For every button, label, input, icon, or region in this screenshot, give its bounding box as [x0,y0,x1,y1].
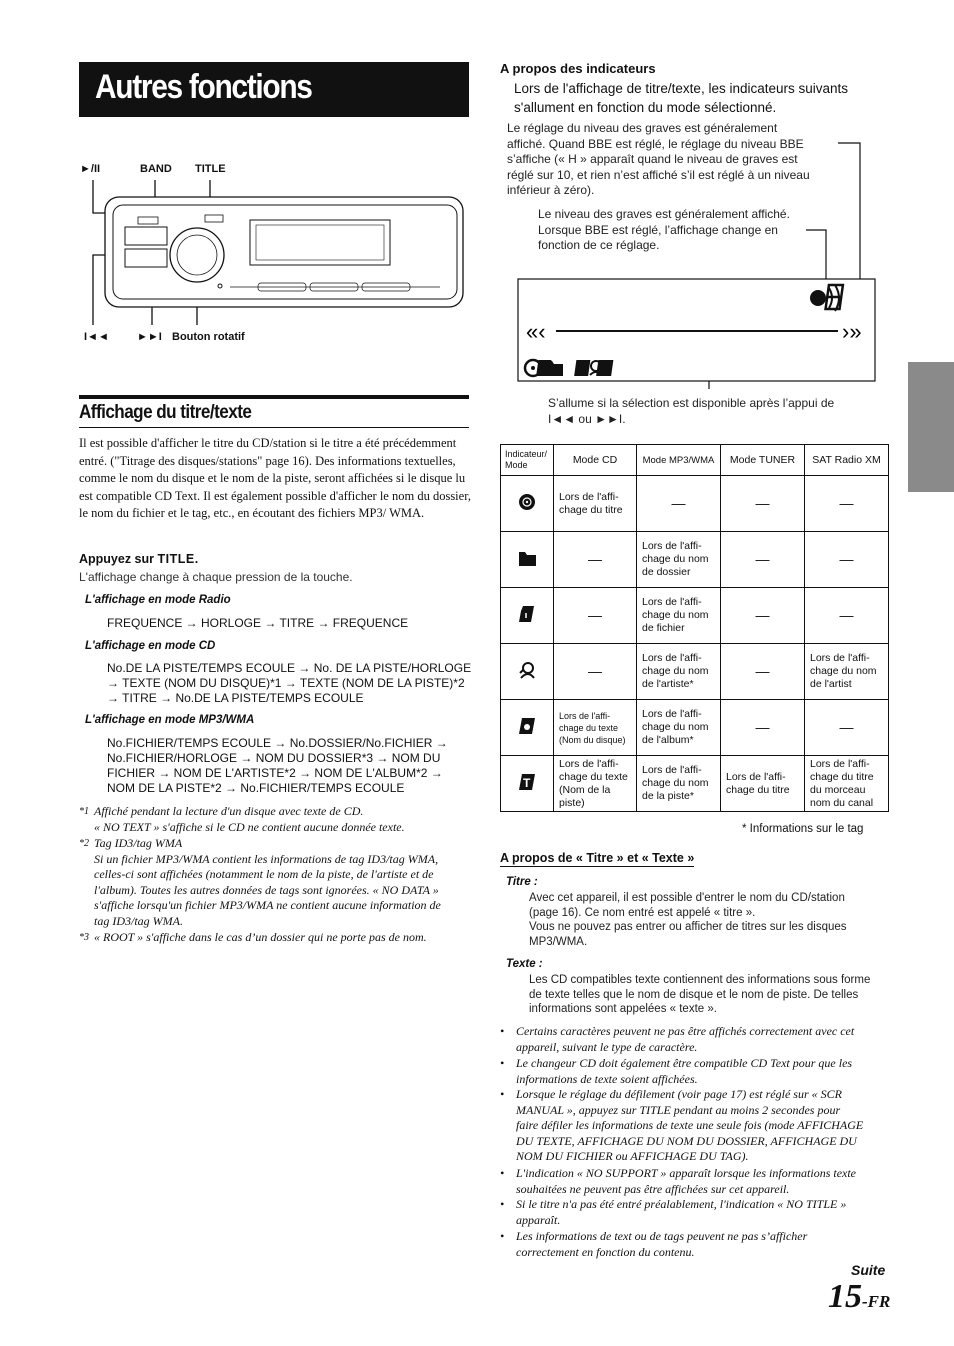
track-icon [501,756,554,812]
footnote-line: s'affiche lorsqu'un fichier MP3/WMA ne contient aucune information de [94,898,441,912]
page-number-value: 15 [828,1278,862,1315]
texte-line: informations sont appelées « texte ». [529,1003,717,1016]
intro-paragraph: Il est possible d'afficher le titre du CD/station si le titre a été précédemment entré. ("Titrage des disques/stations" page 16). Des informations textuelles, comme le nom du disque et le nom de la piste, seront affichées si le disque lu est compatible CD Text. Il est également possible d'afficher le nom du dossier, le nom du fichier et le tag, etc., en écoutant des fichiers MP3/ WMA. [79,436,471,520]
page-number [828,1278,890,1316]
footnote-line: celles-ci sont affichées (notamment le nom de la piste, de l'artiste et de [94,867,434,881]
footnote-1 [79,804,471,835]
album-icon [501,700,554,756]
indicators-intro [514,79,848,117]
band-label: BAND [140,163,172,175]
bullet-line: Lorsque le réglage du défilement (voir page 17) est réglé sur « SCR [516,1087,842,1101]
table-cell: Lors de l'affi- chage du nom de l'artiste* [637,644,721,700]
svg-text:T: T [523,775,531,790]
disc-icon [501,476,554,532]
table-header-row [501,445,889,476]
mode-mp3-label: L'affichage en mode MP3/WMA [85,714,255,726]
footnote-line: Affiché pendant la lecture d'un disque avec texte de CD. [94,804,364,818]
indicators-intro-line: s'allument en fonction du mode sélectionné. [514,100,777,115]
table-cell: — [554,588,637,644]
table-cell: — [721,700,805,756]
table-header: Mode CD [554,445,637,476]
texte-label: Texte : [506,958,543,970]
folder-icon [501,532,554,588]
bullet-line: apparaît. [516,1212,561,1227]
section-rule-top [79,395,469,399]
mode-cd-seq-line: → TITRE → No.DE LA PISTE/TEMPS ECOULE [107,691,364,705]
press-instruction: Appuyez sur TITLE. [79,552,199,566]
titre-label: Titre : [506,876,538,888]
mode-mp3-seq-line: No.FICHIER/HORLOGE → NOM DU DOSSIER*3 → NOM DU [107,751,441,765]
bullet-line: informations de texte soient affichées. [516,1071,698,1086]
skip-note [548,396,834,427]
footnote-line: Tag ID3/tag WMA [94,836,183,850]
press-key: TITLE [157,552,195,566]
bullet-line: Le changeur CD doit également être compatible CD Text pour que les [516,1056,853,1070]
footnote-line: « ROOT » s'affiche dans le cas d’un dossier qui ne porte pas de nom. [94,930,427,944]
bass-note-line: inférieur à zéro). [507,183,595,198]
footnote-line: Si un fichier MP3/WMA contient les informations de tag ID3/tag WMA, [94,851,439,866]
display-diagram [500,135,880,395]
footnote-line: tag ID3/tag WMA. [94,913,183,928]
side-tab [908,362,954,492]
titre-line: MP3/WMA. [529,935,588,948]
mode-mp3-seq-line: NOM DE LA PISTE*2 → No.FICHIER/TEMPS ECOULE [107,781,405,795]
skip-note-line: S’allume si la sélection est disponible après l’appui de [548,396,835,410]
tag-note: * Informations sur le tag [742,823,864,835]
table-row [501,588,889,644]
indicator-table [500,444,889,812]
prev-label: I◄◄ [84,331,109,343]
titre-text [529,891,847,949]
mode-mp3-seq-line: FICHIER → NOM DE L'ARTISTE*2 → NOM DE L'ALBUM*2 → [107,766,443,780]
page-suffix: -FR [862,1292,891,1311]
table-header: Indicateur/ Mode [501,445,554,476]
bullet-line: MANUAL », appuyez sur TITLE pendant au moins 2 secondes pour [516,1102,841,1117]
table-row [501,700,889,756]
table-header: SAT Radio XM [805,445,889,476]
bullet-line: NOM DU FICHIER ou AFFICHAGE DU TAG). [516,1149,749,1163]
left-arrows-icon: «‹ [526,319,546,344]
artist-icon [501,644,554,700]
play-pause-label: ►/II [80,163,101,175]
bass-level-note-line: Le niveau des graves est généralement affiché. [538,207,790,221]
bass-note-line: affiché. Quand BBE est réglé, le réglage du niveau BBE [507,136,804,151]
footnote-mark: *2 [79,838,89,849]
bass-note-line: s’affiche (« H » apparaît quand le niveau de graves est [507,152,798,167]
indicators-heading: A propos des indicateurs [500,61,656,76]
table-cell: — [805,476,889,532]
bullet-item: • L'indication « NO SUPPORT » apparaît lorsque les informations texte souhaitées ne peuvent pas être affichées sur cet appareil. [500,1166,892,1197]
press-description: L'affichage change à chaque pression de la touche. [79,570,353,584]
mode-radio-sequence: FREQUENCE → HORLOGE → TITRE → FREQUENCE [107,616,409,630]
table-cell: — [554,532,637,588]
mode-radio-label: L'affichage en mode Radio [85,594,231,606]
footnote-mark: *3 [79,932,89,943]
footnote-2 [79,836,471,929]
footnote-line: « NO TEXT » s'affiche si le CD ne contient aucune donnée texte. [94,819,405,834]
section-title: Affichage du titre/texte [79,402,252,423]
table-cell: — [554,644,637,700]
table-cell: Lors de l'affi- chage du titre du morceau nom du canal [805,756,889,812]
table-header: Mode MP3/WMA [637,445,721,476]
bullet-line: L'indication « NO SUPPORT » apparaît lorsque les informations texte [516,1166,857,1180]
bass-note-line: Le réglage du niveau des graves est généralement [507,121,778,135]
page-title-bar [79,62,469,117]
right-arrows-icon: ›» [842,319,862,344]
bullet-item: • Les informations de text ou de tags peuvent ne pas s’afficher correctement en fonction du contenu. [500,1229,892,1260]
table-cell: Lors de l'affi- chage du nom de l'album* [637,700,721,756]
table-cell: Lors de l'affi- chage du nom de la piste* [637,756,721,812]
titre-line: Avec cet appareil, il est possible d'entrer le nom du CD/station [529,892,845,904]
titre-line: (page 16). Ce nom entré est appelé « titre ». [529,906,756,919]
texte-line: Les CD compatibles texte contiennent des informations sous forme [529,974,871,986]
car-stereo-illustration [80,175,470,330]
bass-level-note-line: fonction de ce réglage. [538,238,660,253]
svg-text:T: T [634,362,642,377]
table-cell: — [805,700,889,756]
page-title: Autres fonctions [95,68,312,106]
bullet-item: • Le changeur CD doit également être compatible CD Text pour que les informations de texte soient affichées. [500,1056,892,1087]
bass-note-line: réglé sur 10, et rien n’est affiché s’il est réglé à un niveau [507,167,810,182]
table-cell: Lors de l'affi- chage du texte (Nom de la piste) [554,756,637,812]
about-heading: A propos de « Titre » et « Texte » [500,851,695,865]
table-cell: — [721,476,805,532]
bullet-line: DU TEXTE, AFFICHAGE DU NOM DU DOSSIER, AFFICHAGE DU [516,1133,857,1148]
table-cell: — [721,588,805,644]
table-cell: Lors de l'affi- chage du nom de l'artist [805,644,889,700]
table-row [501,476,889,532]
bullet-item: • Si le titre n'a pas été entré préalablement, l'indication « NO TITLE » apparaît. [500,1197,892,1228]
texte-text [529,973,870,1017]
bullet-line: Certains caractères peuvent ne pas être affichés correctement avec cet [516,1024,855,1038]
titre-line: Vous ne pouvez pas entrer ou afficher de titres sur les disques [529,921,847,934]
table-cell: Lors de l'affi- chage du nom de dossier [637,532,721,588]
table-cell: Lors de l'affi- chage du titre [554,476,637,532]
mode-mp3-seq-line: No.FICHIER/TEMPS ECOULE → No.DOSSIER/No.FICHIER → [107,736,448,750]
table-header: Mode TUNER [721,445,805,476]
skip-note-line: I◄◄ ou ►►I. [548,411,626,426]
bullet-line: faire défiler les informations de texte une seule fois (mode AFFICHAGE [516,1118,864,1132]
table-cell: — [721,644,805,700]
footnote-3 [79,930,471,946]
table-cell: Lors de l'affi- chage du texte (Nom du disque) [554,700,637,756]
table-row [501,644,889,700]
indicators-intro-line: Lors de l'affichage de titre/texte, les indicateurs suivants [514,81,849,96]
table-cell: Lors de l'affi- chage du nom de fichier [637,588,721,644]
bullet-line: Les informations de text ou de tags peuvent ne pas s’afficher [516,1229,808,1243]
bullet-line: appareil, suivant le type de caractère. [516,1039,698,1054]
table-row [501,756,889,812]
table-cell: — [721,532,805,588]
table-row [501,532,889,588]
next-label: ►►I [137,331,162,343]
table-cell: Lors de l'affi- chage du titre [721,756,805,812]
footnote-line: l'album). Toutes les autres données de tags sont ignorées. « NO DATA » [94,882,439,897]
table-cell: — [637,476,721,532]
rotary-label: Bouton rotatif [172,331,245,343]
bullet-line: Si le titre n'a pas été entré préalablement, l'indication « NO TITLE » [516,1197,847,1211]
bullet-line: correctement en fonction du contenu. [516,1244,695,1259]
texte-line: de texte telles que le nom de disque et le nom de piste. De telles [529,988,859,1001]
mode-cd-seq-line: No.DE LA PISTE/TEMPS ECOULE → No. DE LA PISTE/HORLOGE [107,661,472,675]
bullet-item: • Lorsque le réglage du défilement (voir page 17) est réglé sur « SCR MANUAL », appuyez sur TITLE pendant au moins 2 secondes pour faire défiler les informations de texte une seule fois (mode AFFICHAGE DU TEXTE, AFFICHAGE DU NOM DU DOSSIER, AFFICHAGE DU NOM DU FICHIER ou AFFICHAGE DU TAG). [500,1087,892,1165]
bullet-item: • Certains caractères peuvent ne pas être affichés correctement avec cet appareil, suivant le type de caractère. [500,1024,892,1055]
table-cell: — [805,588,889,644]
bass-level-note-line: Lorsque BBE est réglé, l’affichage change en [538,222,778,237]
footnote-mark: *1 [79,806,89,817]
bullet-line: souhaitées ne peuvent pas être affichées sur cet appareil. [516,1181,790,1196]
table-cell: — [805,532,889,588]
section-rule-bottom [79,427,469,428]
press-label: Appuyez sur [79,552,155,566]
title-label: TITLE [195,163,226,175]
suite-label: Suite [851,1262,886,1278]
file-icon [501,588,554,644]
mode-cd-label: L'affichage en mode CD [85,640,216,652]
mode-cd-seq-line: → TEXTE (NOM DU DISQUE)*1 → TEXTE (NOM DE LA PISTE)*2 [107,676,465,690]
